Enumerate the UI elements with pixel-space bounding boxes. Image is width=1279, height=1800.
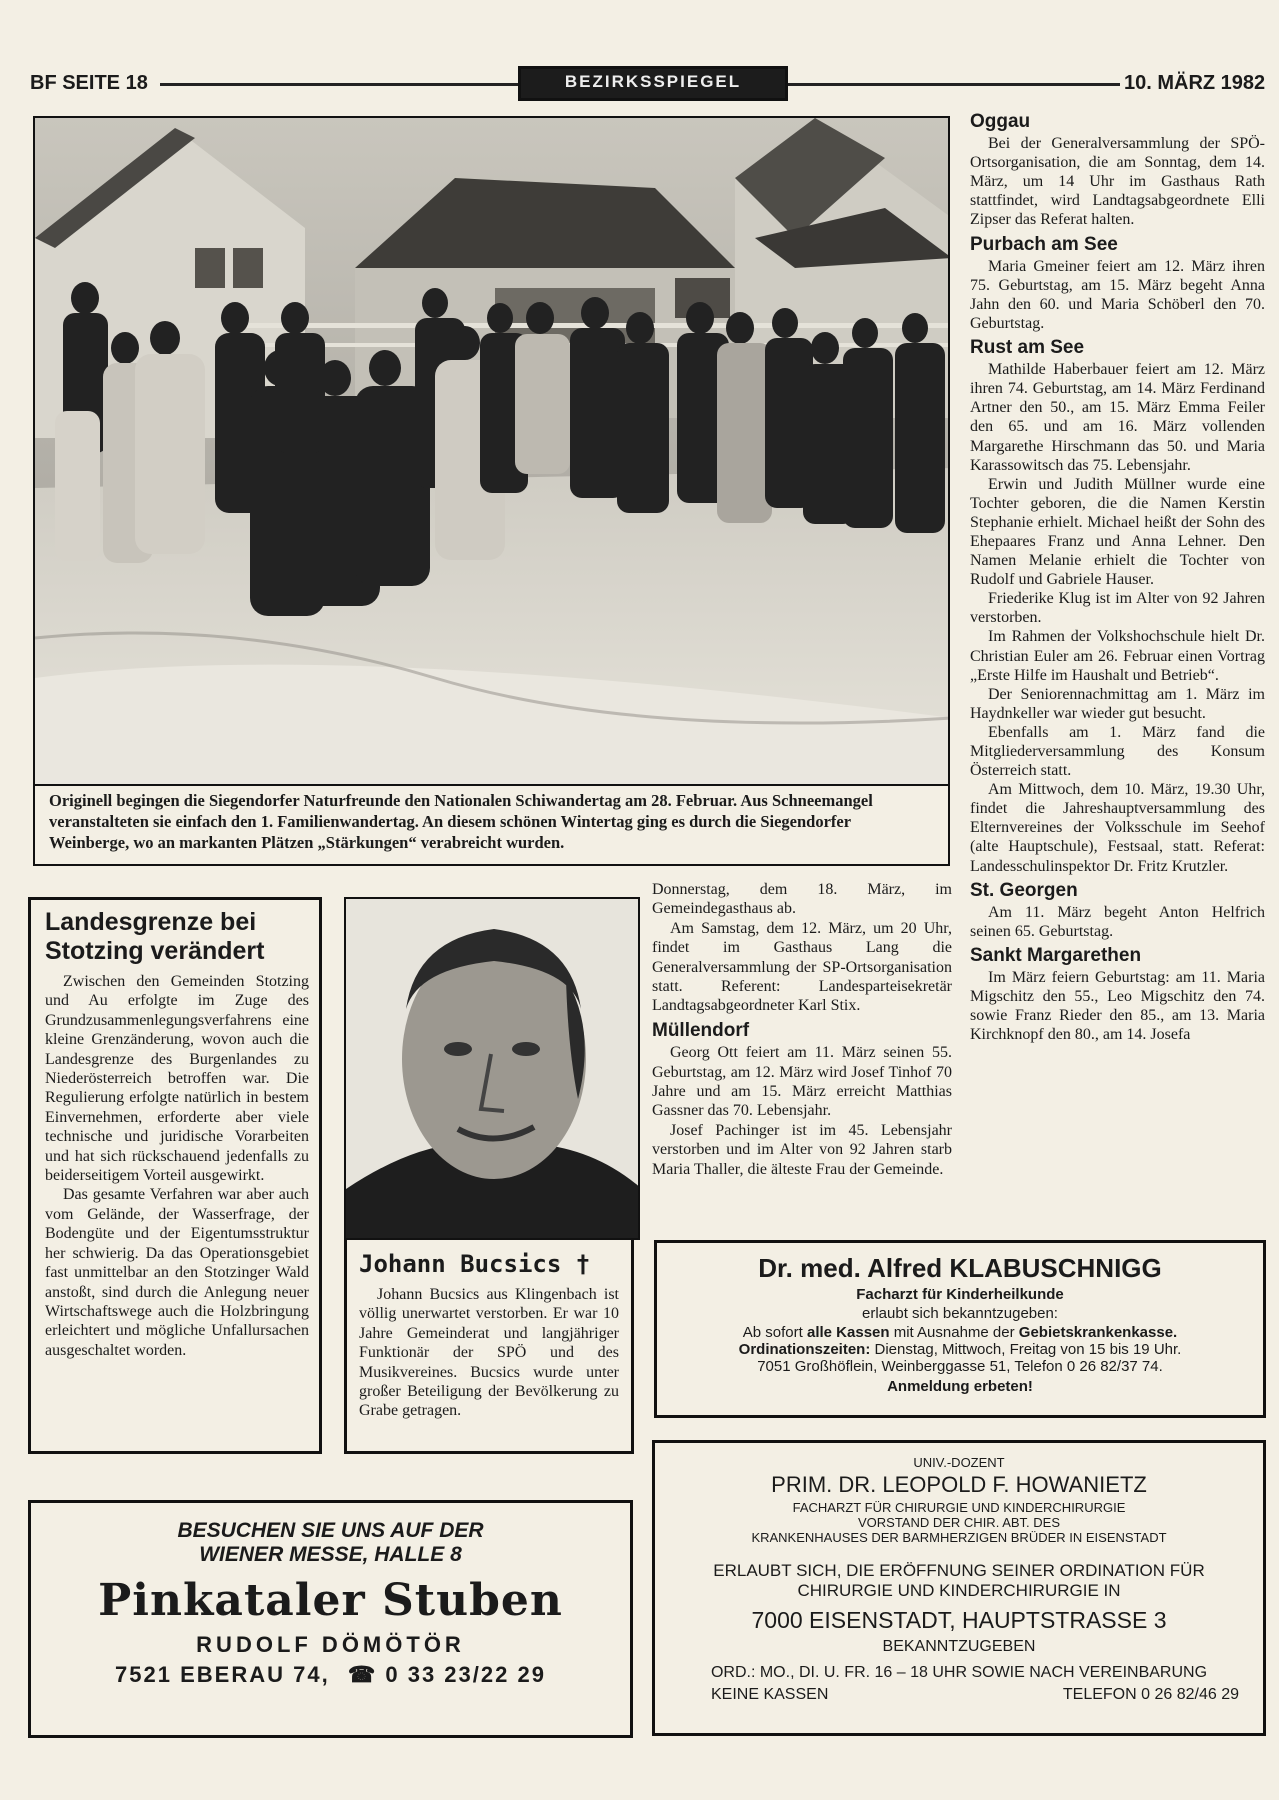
rust-paragraph: Friederike Klug ist im Alter von 92 Jahren verstorben.	[970, 590, 1265, 627]
ad-klabuschnigg-note: Anmeldung erbeten!	[887, 1378, 1033, 1395]
group-photo	[33, 116, 950, 786]
ad-klabuschnigg	[654, 1240, 1266, 1418]
rust-paragraph: Am Mittwoch, dem 10. März, 19.30 Uhr, findet die Jahreshauptversammlung des Elternvereines der Volksschule im Seehof (alte Hauptschule), Festsaal, statt. Referat: Landesschulinspektor Dr. Fritz Krutzler.	[970, 781, 1265, 875]
ad-howanietz-line: KRANKENHAUSES DER BARMHERZIGEN BRÜDER IN EISENSTADT	[751, 1530, 1167, 1545]
obituary-article	[344, 1240, 634, 1454]
ad-klabuschnigg-hours	[657, 1341, 1263, 1358]
middle-paragraph: Donnerstag, dem 18. März, im Gemeindegasthaus ab.	[652, 881, 952, 918]
ad-klabuschnigg-address: 7051 Großhöflein, Weinberggasse 51, Telefon 0 26 82/37 74.	[757, 1358, 1163, 1375]
sankt-margarethen-paragraph: Im März feiern Geburtstag: am 11. Maria Migschitz den 55., Leo Migschitz den 74. sowie Franz Rieder den 85., am 13. Maria Kirchknopf den 80., am 14. Josefa	[970, 969, 1265, 1044]
landesgrenze-body	[45, 972, 309, 1360]
landesgrenze-paragraph: Zwischen den Gemeinden Stotzing und Au erfolgte im Zuge des Grundzusammenlegungsverfahrens eine kleine Grenzänderung, wovon auch die Landesgrenze des Burgenlandes zu Niederösterreich betroffen war. Die Regulierung erfolgte natürlich in bestem Einvernehmen, erforderte aber viele technische und juridische Vorarbeiten und hat sich rückschauend jedenfalls zu beiderseitigem Vorteil ausgewirkt.	[45, 973, 309, 1185]
ad-messe-phone: 0 33 23/22 29	[385, 1662, 546, 1687]
ad-howanietz-line: CHIRURGIE UND KINDERCHIRURGIE IN	[797, 1581, 1121, 1600]
portrait-image	[346, 899, 640, 1240]
rust-paragraph: Der Seniorennachmittag am 1. März im Haydnkeller war wieder gut besucht.	[970, 685, 1265, 722]
right-column	[970, 112, 1265, 1044]
ad-text-bold: Gebietskrankenkasse.	[1018, 1324, 1178, 1341]
ad-klabuschnigg-specialty: Facharzt für Kinderheilkunde	[856, 1286, 1064, 1303]
ad-klabuschnigg-name-prefix: Dr. med. Alfred	[758, 1253, 950, 1283]
photo-caption: Originell begingen die Siegendorfer Naturfreunde den Nationalen Schiwandertag am 28. Februar. Aus Schneemangel veranstalteten sie einfach den 1. Familienwandertag. An diesem schönen Wintertag ging es durch die Siegendorfer Weinberge, wo an markanten Plätzen „Stärkungen“ verabreicht wurden.	[33, 786, 950, 866]
ad-messe-contact	[31, 1662, 630, 1688]
ad-text: Dienstag, Mittwoch, Freitag von 15 bis 19 Uhr.	[870, 1341, 1182, 1358]
ad-klabuschnigg-kassen	[657, 1324, 1263, 1341]
ad-pinkataler-stuben	[28, 1500, 633, 1738]
rust-paragraph: Erwin und Judith Müllner wurde eine Tochter geboren, die die Namen Kerstin Stephanie erhielt. Michael heißt der Sohn des Ehepaares Franz und Anna Lehner. Den Namen Melanie erhielt die Tochter von Rudolf und Gabriele Hauser.	[970, 475, 1265, 589]
ad-klabuschnigg-name	[657, 1253, 1263, 1284]
heading-muellendorf: Müllendorf	[652, 1019, 750, 1041]
landesgrenze-article	[28, 897, 322, 1454]
ad-messe-line: BESUCHEN SIE UNS AUF DER	[177, 1519, 484, 1542]
middle-column	[652, 880, 952, 1179]
ad-howanietz-hours: ORD.: MO., DI. U. FR. 16 – 18 UHR SOWIE NACH VEREINBARUNG	[710, 1664, 1208, 1681]
heading-purbach: Purbach am See	[970, 233, 1118, 255]
obituary-body	[359, 1285, 619, 1421]
heading-oggau: Oggau	[970, 111, 1031, 132]
ad-howanietz-name: PRIM. DR. LEOPOLD F. HOWANIETZ	[771, 1472, 1147, 1497]
header-rule-left	[160, 83, 518, 86]
group-photo-image	[35, 118, 950, 786]
rust-paragraph: Mathilde Haberbauer feiert am 12. März ihren 74. Geburtstag, am 14. März Ferdinand Artner den 50., am 15. März Emma Feiler den 65. und am 16. März vollenden Margarethe Hirschmann das 50. und Maria Karassowitsch das 75. Lebensjahr.	[970, 361, 1265, 474]
middle-paragraph: Josef Pachinger ist im 45. Lebensjahr verstorben und im Alter von 92 Jahren starb Maria Thaller, die älteste Frau der Gemeinde.	[652, 1121, 952, 1178]
ad-howanietz-line: VORSTAND DER CHIR. ABT. DES	[857, 1515, 1060, 1530]
ad-howanietz-footer	[655, 1686, 1263, 1704]
ad-messe-address: 7521 EBERAU 74,	[115, 1662, 330, 1687]
purbach-paragraph: Maria Gmeiner feiert am 12. März ihren 75. Geburtstag, am 15. März begeht Anna Jahn den 60. und Maria Schöberl den 70. Geburtstag.	[970, 257, 1265, 332]
phone-icon: ☎	[347, 1662, 378, 1687]
rust-paragraph: Im Rahmen der Volkshochschule hielt Dr. Christian Euler am 26. Februar einen Vortrag „Erste Hilfe im Haushalt und Betrieb“.	[970, 628, 1265, 684]
header-rule-right	[788, 83, 1120, 86]
ad-text: Ab sofort	[742, 1324, 807, 1341]
middle-paragraph: Georg Ott feiert am 11. März seinen 55. Geburtstag, am 12. März wird Josef Tinhof 70 Jahre und am 15. März erreicht Matthias Gassner das 70. Lebensjahr.	[652, 1044, 952, 1120]
obituary-paragraph: Johann Bucsics aus Klingenbach ist völlig unerwartet verstorben. Er war 10 Jahre Gemeinderat und langjähriger Funktionär der SPÖ und des Musikvereines. Bucsics wurde unter großer Beteiligung der Bevölkerung zu Grabe getragen.	[359, 1286, 619, 1420]
issue-date: 10. MÄRZ 1982	[1124, 72, 1266, 94]
middle-paragraph: Am Samstag, dem 12. März, um 20 Uhr, findet im Gasthaus Lang die Generalversammlung der SP-Ortsorganisation statt. Referent: Landesparteisekretär Landtagsabgeordneter Karl Stix.	[652, 919, 952, 1015]
ad-klabuschnigg-name-last: KLABUSCHNIGG	[949, 1253, 1162, 1283]
oggau-paragraph: Bei der Generalversammlung der SPÖ-Ortsorganisation, die am Sonntag, dem 14. März, um 14 Uhr im Gasthaus Rath stattfindet, wird Landtagsabgeordnete Elli Zipser das Referat halten.	[970, 135, 1265, 229]
heading-st-georgen: St. Georgen	[970, 879, 1078, 901]
ad-text-bold: Ordinationszeiten:	[738, 1341, 871, 1358]
rust-paragraph: Ebenfalls am 1. März fand die Mitgliederversammlung des Konsum Österreich statt.	[970, 723, 1265, 780]
ad-klabuschnigg-line: erlaubt sich bekanntzugeben:	[862, 1305, 1058, 1322]
ad-text: mit Ausnahme der	[889, 1324, 1019, 1341]
ad-howanietz-line: BEKANNTZUGEBEN	[882, 1638, 1036, 1655]
heading-sankt-margarethen: Sankt Margarethen	[970, 944, 1142, 966]
st-georgen-paragraph: Am 11. März begeht Anton Helfrich seinen 65. Geburtstag.	[970, 903, 1265, 940]
section-title: BEZIRKSSPIEGEL	[518, 66, 788, 101]
ad-text-bold: alle Kassen	[806, 1324, 890, 1341]
ad-messe-line: WIENER MESSE, HALLE 8	[199, 1543, 462, 1566]
ad-howanietz-phone: TELEFON 0 26 82/46 29	[1062, 1686, 1239, 1703]
landesgrenze-headline: Landesgrenze bei Stotzing verändert	[45, 908, 265, 965]
ad-howanietz-title: UNIV.-DOZENT	[913, 1455, 1005, 1470]
page-number: BF SEITE 18	[30, 72, 148, 94]
ad-howanietz	[652, 1440, 1266, 1736]
landesgrenze-paragraph: Das gesamte Verfahren war aber auch vom Gelände, der Wasserfrage, der Bodengüte und der Eigentumsstruktur her schwierig. Da das Operationsgebiet fast unmittelbar an den Stotzinger Wald anstoßt, sind durch die Anlegung neuer Wirtschaftswege auch die Holzbringung erleichtert und mögliche Unfallursachen ausgeschaltet worden.	[45, 1186, 309, 1359]
portrait-photo	[344, 897, 640, 1240]
ad-howanietz-kassen: KEINE KASSEN	[711, 1686, 829, 1703]
ad-howanietz-address: 7000 EISENSTADT, HAUPTSTRASSE 3	[751, 1607, 1167, 1633]
heading-rust: Rust am See	[970, 337, 1085, 359]
obituary-headline: Johann Bucsics †	[359, 1250, 591, 1278]
ad-howanietz-line: ERLAUBT SICH, DIE ERÖFFNUNG SEINER ORDINATION FÜR	[713, 1561, 1205, 1580]
ad-howanietz-line: FACHARZT FÜR CHIRURGIE UND KINDERCHIRURGIE	[792, 1500, 1126, 1515]
ad-messe-owner: RUDOLF DÖMÖTÖR	[196, 1632, 465, 1657]
ad-messe-name: Pinkataler Stuben	[98, 1575, 563, 1626]
